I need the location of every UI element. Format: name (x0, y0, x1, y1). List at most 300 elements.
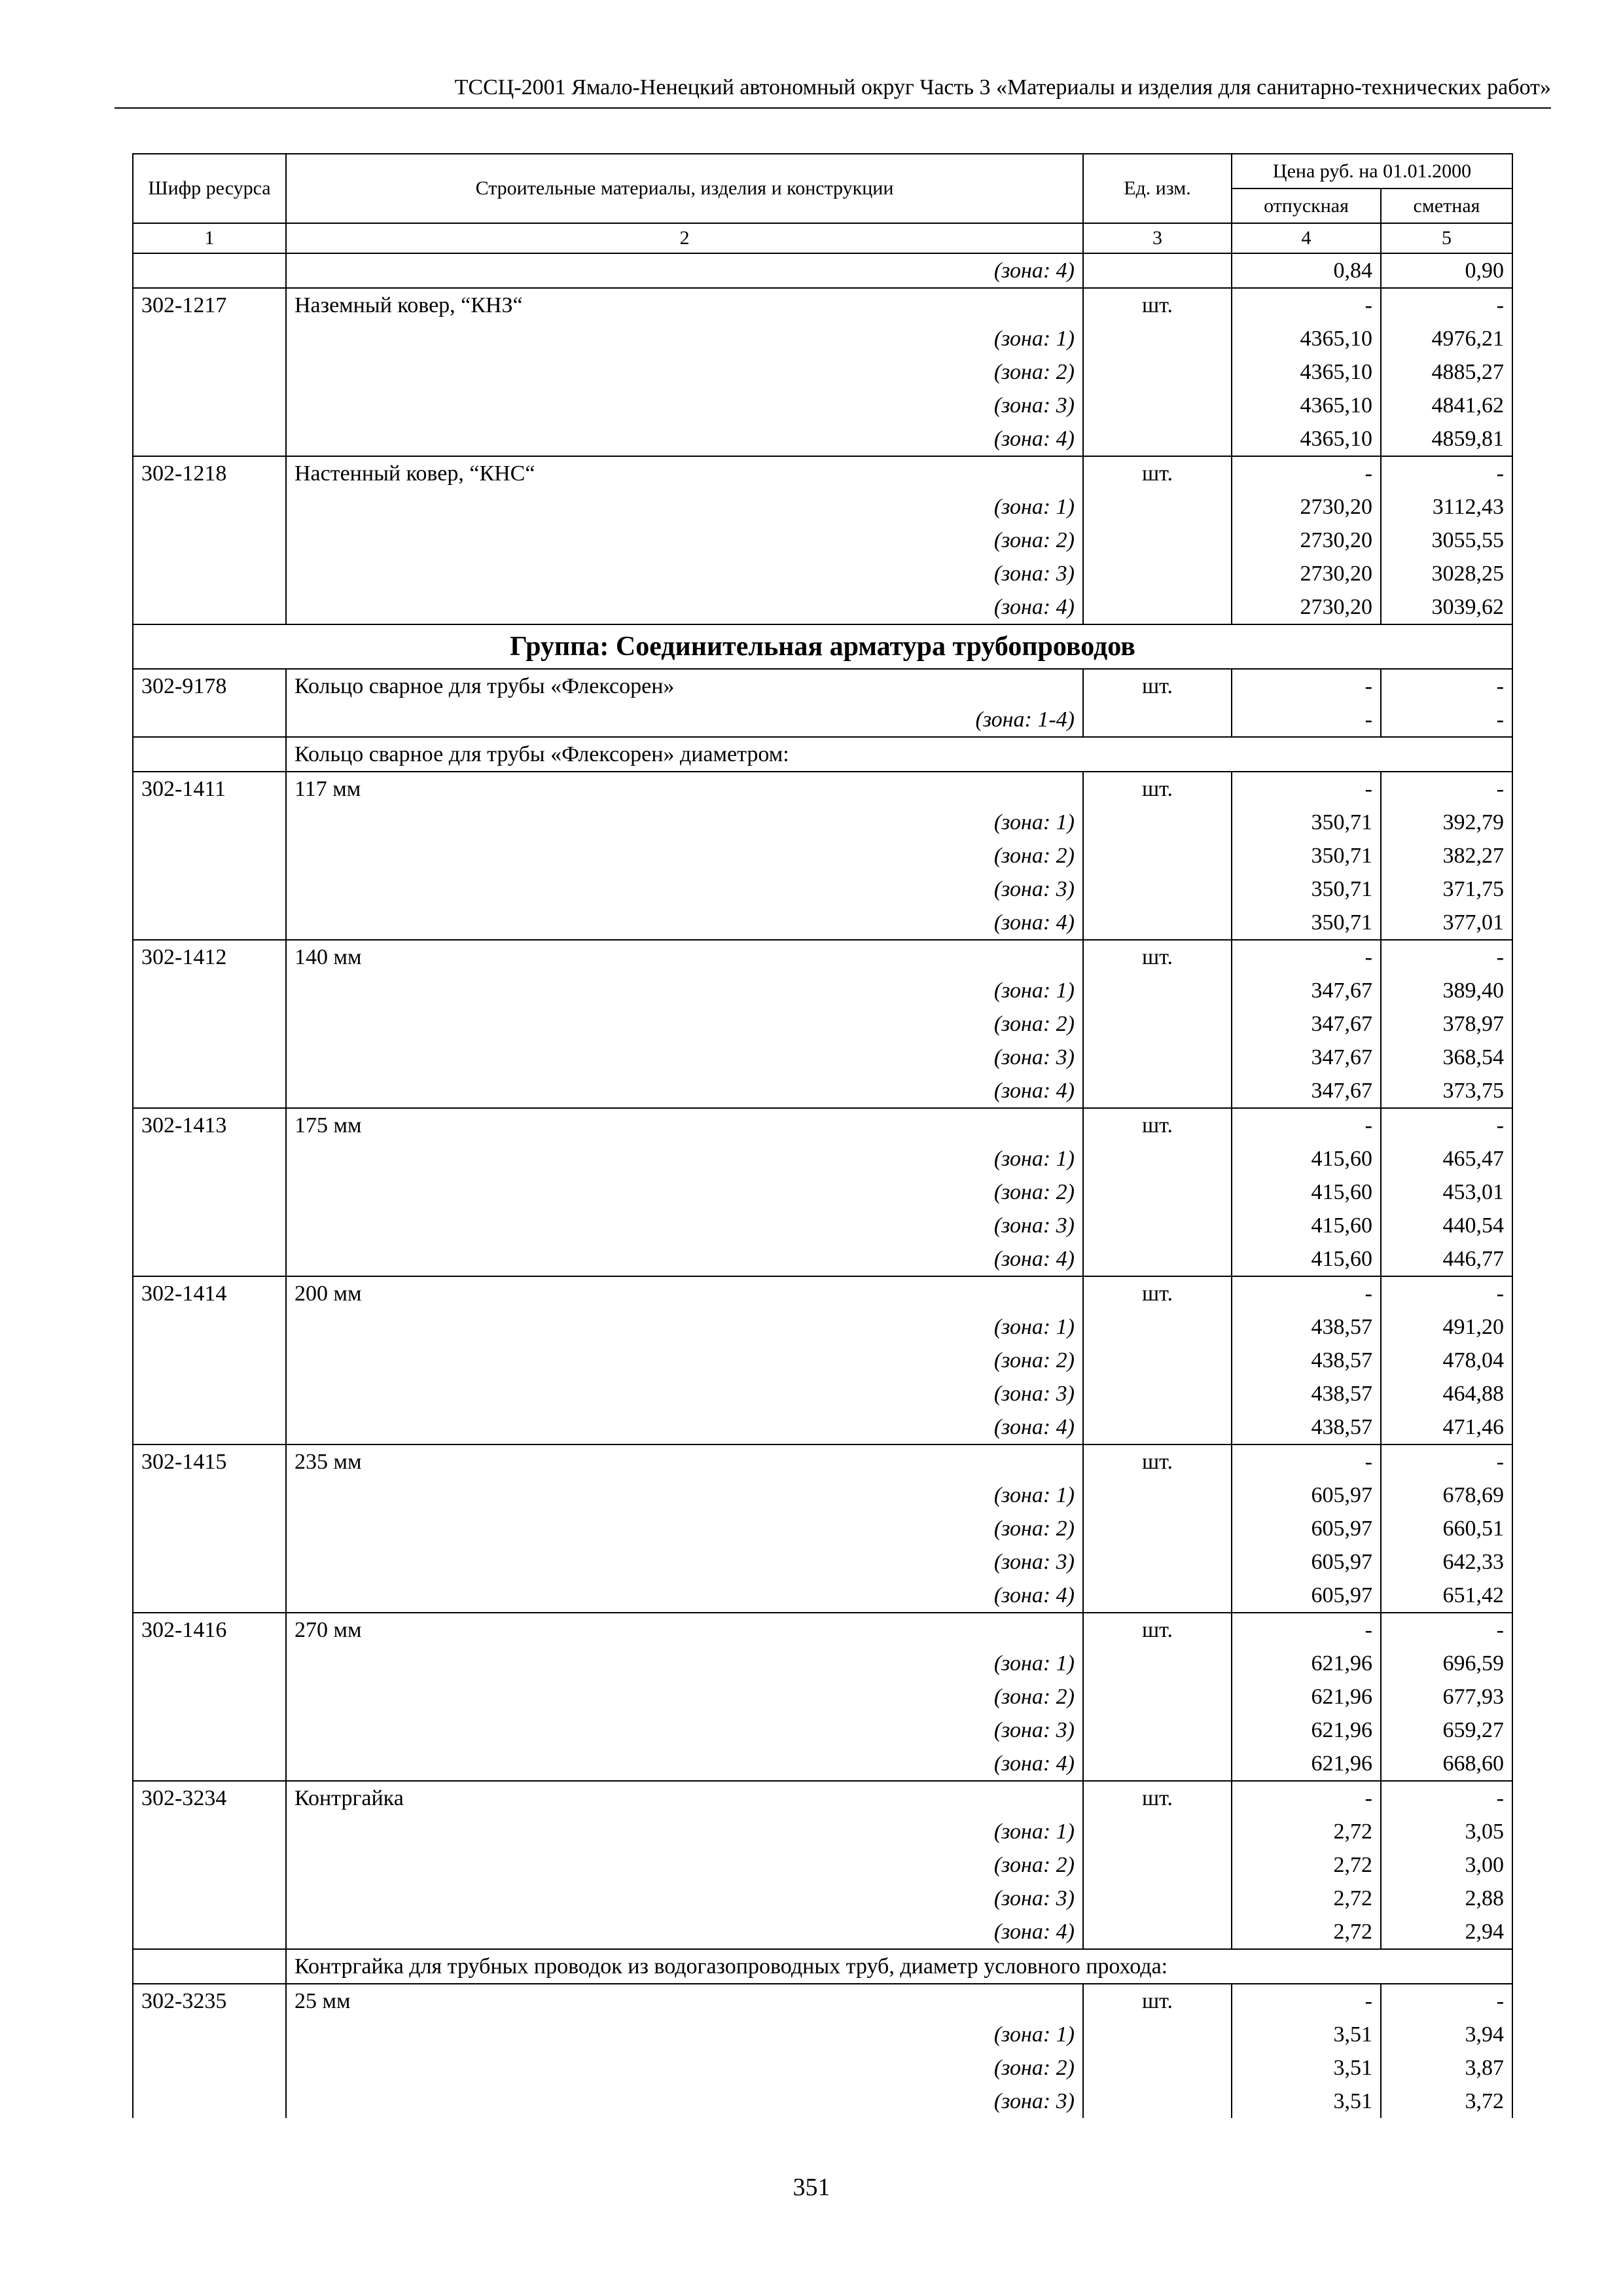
resource-code (133, 2018, 286, 2051)
table-row-zone (133, 524, 1512, 557)
zone-label: (зона: 2) (286, 524, 1083, 557)
estimate-price: 440,54 (1381, 1209, 1512, 1242)
zone-label: (зона: 4) (286, 1074, 1083, 1108)
release-price: 2730,20 (1232, 557, 1381, 590)
unit-cell (1083, 389, 1232, 422)
resource-code: 302-1412 (133, 940, 286, 974)
zone-label: (зона: 3) (286, 1377, 1083, 1410)
table-row-zone (133, 1815, 1512, 1848)
subheading-text: Контргайка для трубных проводок из водогазопроводных труб, диаметр условного прохода: (286, 1949, 1512, 1984)
zone-label: (зона: 4) (286, 906, 1083, 940)
table-row-zone (133, 557, 1512, 590)
unit-cell (1083, 1545, 1232, 1579)
material-name: 270 мм (286, 1613, 1083, 1647)
unit-cell (1083, 1377, 1232, 1410)
resource-code (133, 1545, 286, 1579)
unit-cell (1083, 839, 1232, 872)
release-price: 4365,10 (1232, 322, 1381, 355)
resource-code (133, 1310, 286, 1344)
release-price: 350,71 (1232, 872, 1381, 906)
unit-cell: шт. (1083, 1781, 1232, 1815)
unit-cell (1083, 1310, 1232, 1344)
estimate-price: 2,88 (1381, 1882, 1512, 1915)
table-row-item (133, 772, 1512, 806)
unit-cell (1083, 1647, 1232, 1680)
resource-code (133, 1007, 286, 1041)
table-row-zone (133, 906, 1512, 940)
table-row-zone (133, 1680, 1512, 1713)
estimate-price: 465,47 (1381, 1142, 1512, 1175)
release-price: 2,72 (1232, 1882, 1381, 1915)
subheading-row (133, 737, 1512, 772)
estimate-price: 382,27 (1381, 839, 1512, 872)
table-row-zone (133, 1074, 1512, 1108)
estimate-price: - (1381, 456, 1512, 490)
zone-label: (зона: 1) (286, 1647, 1083, 1680)
release-price: - (1232, 669, 1381, 703)
zone-label: (зона: 1) (286, 1310, 1083, 1344)
release-price: 3,51 (1232, 2051, 1381, 2085)
table-row-item (133, 288, 1512, 322)
material-name: 117 мм (286, 772, 1083, 806)
resource-code (133, 1680, 286, 1713)
resource-code: 302-1416 (133, 1613, 286, 1647)
estimate-price: 392,79 (1381, 806, 1512, 839)
release-price: 4365,10 (1232, 422, 1381, 456)
zone-label: (зона: 4) (286, 1410, 1083, 1444)
release-price: 621,96 (1232, 1647, 1381, 1680)
resource-code (133, 590, 286, 624)
release-price: - (1232, 1984, 1381, 2018)
col-number: 1 (133, 223, 286, 253)
release-price: - (1232, 1781, 1381, 1815)
material-name: Наземный ковер, “КНЗ“ (286, 288, 1083, 322)
zone-label: (зона: 2) (286, 2051, 1083, 2085)
release-price: - (1232, 1613, 1381, 1647)
resource-code (133, 1815, 286, 1848)
unit-cell (1083, 1142, 1232, 1175)
zone-label: (зона: 2) (286, 1680, 1083, 1713)
estimate-price: 3039,62 (1381, 590, 1512, 624)
release-price: 621,96 (1232, 1747, 1381, 1781)
release-price: 2,72 (1232, 1915, 1381, 1949)
col-number: 5 (1381, 223, 1512, 253)
release-price: 621,96 (1232, 1680, 1381, 1713)
estimate-price: - (1381, 940, 1512, 974)
table-row-zone (133, 872, 1512, 906)
release-price: - (1232, 456, 1381, 490)
resource-code: 302-1414 (133, 1276, 286, 1310)
release-price: 0,84 (1232, 253, 1381, 288)
unit-cell (1083, 1479, 1232, 1512)
zone-label: (зона: 4) (286, 1242, 1083, 1276)
col-release-header: отпускная (1232, 188, 1381, 223)
table-body (133, 223, 1512, 2118)
unit-cell (1083, 322, 1232, 355)
estimate-price: 471,46 (1381, 1410, 1512, 1444)
resource-code (133, 1848, 286, 1882)
unit-cell (1083, 1915, 1232, 1949)
table-row-zone (133, 1310, 1512, 1344)
release-price: - (1232, 1276, 1381, 1310)
unit-cell (1083, 1175, 1232, 1209)
table-row-zone (133, 422, 1512, 456)
release-price: 438,57 (1232, 1310, 1381, 1344)
resource-code (133, 389, 286, 422)
table-row-zone (133, 490, 1512, 524)
unit-cell: шт. (1083, 772, 1232, 806)
estimate-price: 389,40 (1381, 974, 1512, 1007)
unit-cell (1083, 872, 1232, 906)
resource-code (133, 1747, 286, 1781)
table-row-zone (133, 355, 1512, 389)
unit-cell (1083, 906, 1232, 940)
resource-code (133, 1074, 286, 1108)
zone-label: (зона: 1) (286, 1142, 1083, 1175)
unit-cell (1083, 1209, 1232, 1242)
table-row-item (133, 1781, 1512, 1815)
unit-cell (1083, 1713, 1232, 1747)
table-row-zone (133, 1882, 1512, 1915)
resource-code: 302-1413 (133, 1108, 286, 1142)
resource-code (133, 2051, 286, 2085)
unit-cell (1083, 253, 1232, 288)
release-price: 605,97 (1232, 1479, 1381, 1512)
release-price: 2,72 (1232, 1848, 1381, 1882)
zone-label: (зона: 4) (286, 1579, 1083, 1613)
resource-code (133, 703, 286, 737)
table-row-item (133, 1276, 1512, 1310)
table-row-zone (133, 389, 1512, 422)
estimate-price: 651,42 (1381, 1579, 1512, 1613)
zone-label: (зона: 2) (286, 1175, 1083, 1209)
table-row-zone (133, 1007, 1512, 1041)
table-row-zone (133, 1175, 1512, 1209)
estimate-price: - (1381, 288, 1512, 322)
release-price: 347,67 (1232, 1041, 1381, 1074)
col-estimate-header: сметная (1381, 188, 1512, 223)
unit-cell (1083, 974, 1232, 1007)
estimate-price: - (1381, 772, 1512, 806)
zone-label: (зона: 1) (286, 490, 1083, 524)
estimate-price: 642,33 (1381, 1545, 1512, 1579)
release-price: 350,71 (1232, 839, 1381, 872)
resource-code (133, 974, 286, 1007)
zone-label: (зона: 3) (286, 2085, 1083, 2118)
unit-cell (1083, 806, 1232, 839)
resource-code (133, 806, 286, 839)
unit-cell: шт. (1083, 940, 1232, 974)
unit-cell (1083, 524, 1232, 557)
release-price: 2730,20 (1232, 490, 1381, 524)
table-row-zone (133, 253, 1512, 288)
release-price: - (1232, 288, 1381, 322)
resource-code: 302-3234 (133, 1781, 286, 1815)
code-cell-empty (133, 737, 286, 772)
resource-code (133, 1713, 286, 1747)
zone-label: (зона: 2) (286, 1344, 1083, 1377)
col-number: 3 (1083, 223, 1232, 253)
zone-label: (зона: 3) (286, 1882, 1083, 1915)
unit-cell (1083, 2051, 1232, 2085)
release-price: - (1232, 703, 1381, 737)
zone-label: (зона: 4) (286, 590, 1083, 624)
resource-code (133, 1915, 286, 1949)
estimate-price: - (1381, 1444, 1512, 1479)
unit-cell (1083, 1815, 1232, 1848)
zone-label: (зона: 4) (286, 253, 1083, 288)
release-price: - (1232, 940, 1381, 974)
estimate-price: 378,97 (1381, 1007, 1512, 1041)
zone-label: (зона: 2) (286, 1848, 1083, 1882)
table-row-zone (133, 1848, 1512, 1882)
unit-cell (1083, 1007, 1232, 1041)
subheading-row (133, 1949, 1512, 1984)
resource-code (133, 872, 286, 906)
resource-code (133, 1479, 286, 1512)
resource-code (133, 2085, 286, 2118)
unit-cell (1083, 703, 1232, 737)
release-price: 605,97 (1232, 1512, 1381, 1545)
zone-label: (зона: 3) (286, 1209, 1083, 1242)
release-price: 438,57 (1232, 1344, 1381, 1377)
resource-code (133, 1579, 286, 1613)
unit-cell (1083, 1680, 1232, 1713)
table-row-zone (133, 1209, 1512, 1242)
unit-cell (1083, 355, 1232, 389)
estimate-price: 3,00 (1381, 1848, 1512, 1882)
estimate-price: 491,20 (1381, 1310, 1512, 1344)
table-row-zone (133, 806, 1512, 839)
unit-cell (1083, 2018, 1232, 2051)
estimate-price: 2,94 (1381, 1915, 1512, 1949)
col-unit-header: Ед. изм. (1083, 154, 1232, 223)
estimate-price: 478,04 (1381, 1344, 1512, 1377)
release-price: 3,51 (1232, 2085, 1381, 2118)
col-number: 2 (286, 223, 1083, 253)
estimate-price: 4885,27 (1381, 355, 1512, 389)
resource-code: 302-9178 (133, 669, 286, 703)
material-name: 140 мм (286, 940, 1083, 974)
unit-cell (1083, 422, 1232, 456)
column-numbers-row (133, 223, 1512, 253)
table-row-item (133, 1108, 1512, 1142)
zone-label: (зона: 2) (286, 1512, 1083, 1545)
zone-label: (зона: 1) (286, 322, 1083, 355)
resource-code (133, 524, 286, 557)
estimate-price: 446,77 (1381, 1242, 1512, 1276)
material-name: Контргайка (286, 1781, 1083, 1815)
resource-code: 302-1415 (133, 1444, 286, 1479)
table-row-zone (133, 1647, 1512, 1680)
table-row-item (133, 1613, 1512, 1647)
table-row-zone (133, 1344, 1512, 1377)
unit-cell (1083, 590, 1232, 624)
resource-code (133, 322, 286, 355)
resource-code: 302-1218 (133, 456, 286, 490)
resource-code (133, 1041, 286, 1074)
estimate-price: - (1381, 1613, 1512, 1647)
release-price: 4365,10 (1232, 355, 1381, 389)
zone-label: (зона: 1) (286, 974, 1083, 1007)
table-row-zone (133, 1545, 1512, 1579)
estimate-price: 464,88 (1381, 1377, 1512, 1410)
table-row-zone (133, 1579, 1512, 1613)
table-row-zone (133, 1915, 1512, 1949)
estimate-price: 4841,62 (1381, 389, 1512, 422)
release-price: 2730,20 (1232, 524, 1381, 557)
table-row-zone (133, 2051, 1512, 2085)
table-row-item (133, 1984, 1512, 2018)
table-row-zone (133, 322, 1512, 355)
resource-code: 302-1411 (133, 772, 286, 806)
release-price: 415,60 (1232, 1142, 1381, 1175)
estimate-price: 373,75 (1381, 1074, 1512, 1108)
unit-cell: шт. (1083, 1984, 1232, 2018)
zone-label: (зона: 1-4) (286, 703, 1083, 737)
resource-code (133, 1242, 286, 1276)
table-row-zone (133, 1713, 1512, 1747)
unit-cell (1083, 490, 1232, 524)
zone-label: (зона: 4) (286, 1915, 1083, 1949)
estimate-price: - (1381, 1781, 1512, 1815)
estimate-price: 4859,81 (1381, 422, 1512, 456)
zone-label: (зона: 4) (286, 1747, 1083, 1781)
zone-label: (зона: 1) (286, 2018, 1083, 2051)
group-heading-row (133, 624, 1512, 669)
release-price: - (1232, 1108, 1381, 1142)
release-price: 347,67 (1232, 1074, 1381, 1108)
zone-label: (зона: 3) (286, 557, 1083, 590)
estimate-price: - (1381, 1108, 1512, 1142)
resource-code (133, 1647, 286, 1680)
release-price: 415,60 (1232, 1242, 1381, 1276)
material-name: 235 мм (286, 1444, 1083, 1479)
col-price-header: Цена руб. на 01.01.2000 (1232, 154, 1512, 188)
estimate-price: 3112,43 (1381, 490, 1512, 524)
release-price: 415,60 (1232, 1209, 1381, 1242)
unit-cell (1083, 2085, 1232, 2118)
unit-cell (1083, 1041, 1232, 1074)
zone-label: (зона: 2) (286, 1007, 1083, 1041)
table-row-zone (133, 1747, 1512, 1781)
release-price: 605,97 (1232, 1545, 1381, 1579)
material-name: 175 мм (286, 1108, 1083, 1142)
unit-cell: шт. (1083, 1444, 1232, 1479)
table-row-zone (133, 1041, 1512, 1074)
release-price: 350,71 (1232, 806, 1381, 839)
estimate-price: - (1381, 669, 1512, 703)
resource-code (133, 839, 286, 872)
table-row-item (133, 1444, 1512, 1479)
table-header (133, 154, 1512, 223)
estimate-price: 3055,55 (1381, 524, 1512, 557)
estimate-price: - (1381, 703, 1512, 737)
estimate-price: 368,54 (1381, 1041, 1512, 1074)
release-price: 415,60 (1232, 1175, 1381, 1209)
estimate-price: 4976,21 (1381, 322, 1512, 355)
zone-label: (зона: 3) (286, 389, 1083, 422)
estimate-price: 3,87 (1381, 2051, 1512, 2085)
unit-cell: шт. (1083, 456, 1232, 490)
zone-label: (зона: 1) (286, 806, 1083, 839)
estimate-price: 660,51 (1381, 1512, 1512, 1545)
estimate-price: 677,93 (1381, 1680, 1512, 1713)
col-number: 4 (1232, 223, 1381, 253)
unit-cell (1083, 1344, 1232, 1377)
table-row-zone (133, 2085, 1512, 2118)
estimate-price: 453,01 (1381, 1175, 1512, 1209)
material-name: 200 мм (286, 1276, 1083, 1310)
resource-code (133, 1512, 286, 1545)
resource-code (133, 1209, 286, 1242)
resource-code (133, 1142, 286, 1175)
table-row-zone (133, 1377, 1512, 1410)
resource-code (133, 906, 286, 940)
table-row-zone (133, 1242, 1512, 1276)
group-heading: Группа: Соединительная арматура трубопроводов (133, 624, 1512, 669)
unit-cell (1083, 1579, 1232, 1613)
table-row-zone (133, 1512, 1512, 1545)
resource-code (133, 253, 286, 288)
unit-cell: шт. (1083, 1276, 1232, 1310)
price-table (132, 153, 1513, 2118)
resource-code (133, 422, 286, 456)
release-price: - (1232, 1444, 1381, 1479)
table-row-zone (133, 1410, 1512, 1444)
estimate-price: 377,01 (1381, 906, 1512, 940)
running-header: ТССЦ-2001 Ямало-Ненецкий автономный округ Часть 3 «Материалы и изделия для санитарно-технических работ» (115, 72, 1551, 109)
resource-code (133, 1377, 286, 1410)
release-price: 3,51 (1232, 2018, 1381, 2051)
zone-label: (зона: 2) (286, 355, 1083, 389)
release-price: 2730,20 (1232, 590, 1381, 624)
estimate-price: 668,60 (1381, 1747, 1512, 1781)
unit-cell (1083, 1747, 1232, 1781)
resource-code (133, 1175, 286, 1209)
unit-cell: шт. (1083, 669, 1232, 703)
unit-cell: шт. (1083, 1613, 1232, 1647)
estimate-price: 696,59 (1381, 1647, 1512, 1680)
table-row-zone (133, 703, 1512, 737)
resource-code (133, 1882, 286, 1915)
table-row-zone (133, 1142, 1512, 1175)
col-name-header: Строительные материалы, изделия и конструкции (286, 154, 1083, 223)
estimate-price: 659,27 (1381, 1713, 1512, 1747)
table-row-item (133, 669, 1512, 703)
material-name: Настенный ковер, “КНС“ (286, 456, 1083, 490)
estimate-price: 0,90 (1381, 253, 1512, 288)
release-price: 605,97 (1232, 1579, 1381, 1613)
material-name: 25 мм (286, 1984, 1083, 2018)
unit-cell (1083, 1074, 1232, 1108)
estimate-price: 371,75 (1381, 872, 1512, 906)
unit-cell (1083, 557, 1232, 590)
subheading-text: Кольцо сварное для трубы «Флексорен» диаметром: (286, 737, 1512, 772)
table-row-zone (133, 839, 1512, 872)
zone-label: (зона: 1) (286, 1479, 1083, 1512)
resource-code (133, 355, 286, 389)
release-price: 4365,10 (1232, 389, 1381, 422)
code-cell-empty (133, 1949, 286, 1984)
release-price: - (1232, 772, 1381, 806)
table-row-zone (133, 974, 1512, 1007)
zone-label: (зона: 3) (286, 872, 1083, 906)
resource-code: 302-3235 (133, 1984, 286, 2018)
zone-label: (зона: 3) (286, 1545, 1083, 1579)
col-code-header: Шифр ресурса (133, 154, 286, 223)
estimate-price: - (1381, 1276, 1512, 1310)
